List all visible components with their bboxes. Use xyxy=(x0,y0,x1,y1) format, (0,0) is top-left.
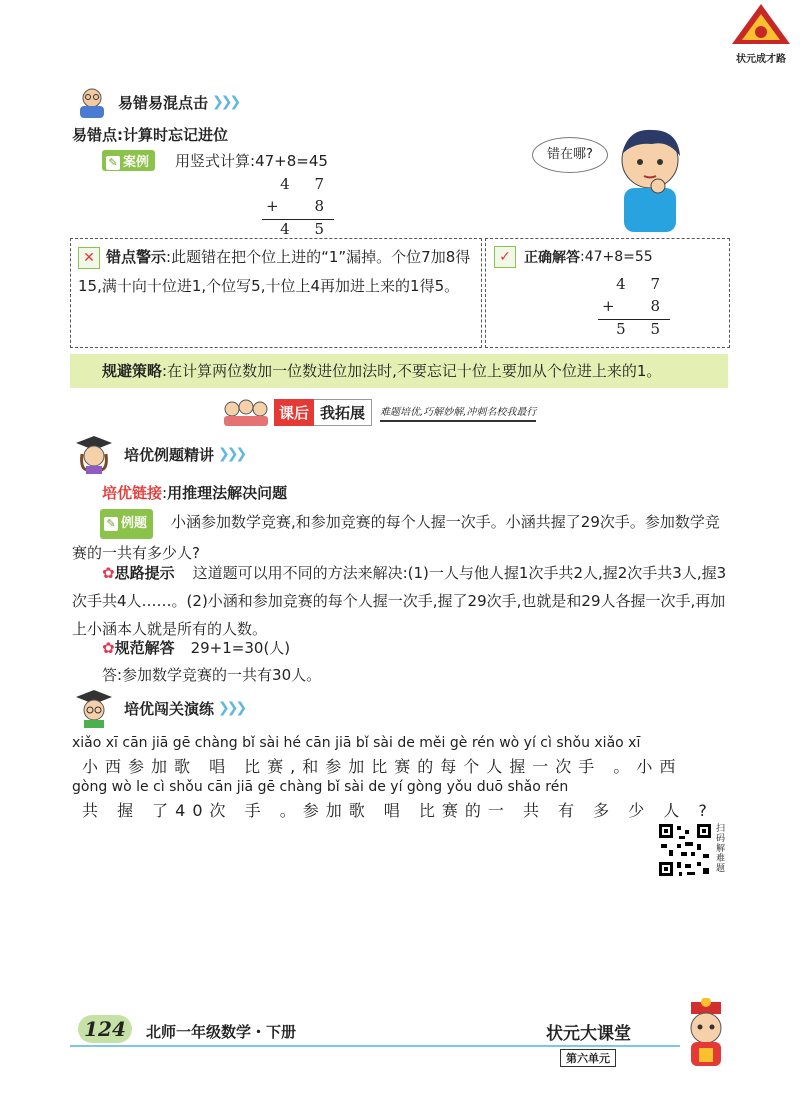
hint-label: 思路提示 xyxy=(114,564,175,582)
after-class-banner xyxy=(220,397,536,427)
correct-header: ✓ 正确解答 : 47+8=55 xyxy=(494,246,653,268)
wrong-calc-plus: + xyxy=(266,197,289,215)
case-row xyxy=(102,150,328,171)
wrong-calc-result: 4 5 xyxy=(280,220,334,238)
warning-paragraph: ✕ 错点警示:此题错在把个位上进的“1”漏掉。个位7加8得15,满十向十位进1,个位写5,十位上4再加进上来的1得5。 xyxy=(78,248,471,295)
chevron-right-icon: ❯❯❯ xyxy=(218,446,245,462)
error-point-text: 计算时忘记进位 xyxy=(123,126,229,144)
check-icon: ✓ xyxy=(494,246,516,268)
section3-header xyxy=(72,688,244,728)
correct-calc-mid: 8 xyxy=(650,297,670,315)
case-tag-label: 案例 xyxy=(123,155,150,170)
close-x-icon: ✕ xyxy=(78,247,100,269)
book-title: 北师一年级数学・下册 xyxy=(146,1023,297,1041)
scholar-mascot-icon xyxy=(675,998,737,1072)
correct-calc-top: 4 7 xyxy=(616,275,670,293)
strategy-text: 在计算两位数加一位数进位加法时,不要忘记十位上要加从个位进上来的1。 xyxy=(167,362,662,380)
answer-row xyxy=(102,634,290,662)
qr-code-icon[interactable] xyxy=(657,822,713,878)
unit-label: 第六单元 xyxy=(560,1049,616,1067)
pencil-icon: ✎ xyxy=(106,156,120,170)
answer-text: 答:参加数学竞赛的一共有30人。 xyxy=(102,666,322,684)
graduate-girl-icon xyxy=(72,434,116,474)
kids-group-icon xyxy=(220,397,270,427)
section2-title: 培优例题精讲 xyxy=(124,445,215,464)
series-name: 状元大课堂 xyxy=(546,1024,631,1044)
answer-equation: 29+1=30(人) xyxy=(190,639,291,657)
logo-triangle-icon xyxy=(726,0,796,48)
link-label: 培优链接 xyxy=(102,484,163,502)
teacher-mascot-icon xyxy=(70,86,114,118)
thought-bubble xyxy=(532,137,608,173)
hint-paragraph xyxy=(72,559,732,643)
chevron-right-icon: ❯❯❯ xyxy=(218,700,245,716)
pencil-icon: ✎ xyxy=(104,517,118,531)
wrong-calc-top: 4 7 xyxy=(280,175,334,193)
example-tag-label: 例题 xyxy=(121,516,148,531)
footer-rule xyxy=(70,1045,680,1047)
link-row: 培优链接:用推理法解决问题 xyxy=(102,484,288,502)
pinyin-line-2: gòng wò le cì shǒu cān jiā gē chàng bǐ sài de yí gòng yǒu duō shǎo rén xyxy=(72,779,569,795)
wrong-calc-mid-row xyxy=(262,197,334,219)
section1-header xyxy=(70,86,238,118)
section1-title: 易错易混点击 xyxy=(118,93,209,112)
brand-logo xyxy=(726,0,796,66)
example-text: 小涵参加数学竞赛,和参加竞赛的每个人握一次手。小涵共握了29次手。参加数学竞赛的一共有多少人? xyxy=(72,513,720,562)
section2-header xyxy=(72,434,244,474)
wrong-calc-mid: 8 xyxy=(314,197,334,215)
page-number: 124 xyxy=(78,1015,132,1043)
warning-text: 此题错在把个位上进的“1”漏掉。个位7加8得15,满十向十位进1,个位写5,十位上4再加进上来的1得5。 xyxy=(78,248,471,295)
case-tag xyxy=(102,150,155,171)
qr-label: 扫码解难题 xyxy=(716,824,726,874)
thought-bubble-text: 错在哪? xyxy=(547,147,593,162)
correct-vertical-calc xyxy=(598,275,670,342)
case-text: 用竖式计算:47+8=45 xyxy=(175,152,328,170)
correct-calc-mid-row xyxy=(598,297,670,319)
answer-label: 规范解答 xyxy=(114,639,175,657)
pinyin-line-1: xiǎo xī cān jiā gē chàng bǐ sài hé cān jiā bǐ sài de měi gè rén wò yí cì shǒu xiǎo xī xyxy=(72,735,641,751)
example-tag xyxy=(100,509,153,539)
correct-equation: 47+8=55 xyxy=(584,249,653,265)
flower-icon: ✿ xyxy=(102,564,115,582)
section3-title: 培优闯关演练 xyxy=(124,699,215,718)
strategy-bar: 规避策略:在计算两位数加一位数进位加法时,不要忘记十位上要加从个位进上来的1。 xyxy=(70,354,728,388)
thinking-boy-icon xyxy=(608,122,692,234)
error-point: 易错点:计算时忘记进位 xyxy=(72,126,229,144)
logo-text: 状元成才路 xyxy=(736,54,786,65)
link-text: 用推理法解决问题 xyxy=(167,484,288,502)
banner-tag: 课后 xyxy=(274,399,314,426)
chevron-right-icon: ❯❯❯ xyxy=(212,94,239,110)
correct-title: 正确解答 xyxy=(524,250,580,266)
banner-motto: 难题培优,巧解妙解,冲刺名校我最行 xyxy=(380,403,536,422)
hint-text: 这道题可以用不同的方法来解决:(1)一人与他人握1次手共2人,握2次手共3人,握3次手共4人……。(2)小涵和参加竞赛的每个人握一次手,握了29次手,也就是和29人各握一次手,再加上小涵本人就是所有的人数。 xyxy=(72,564,727,638)
correct-calc-plus: + xyxy=(602,297,625,315)
warning-title: 错点警示 xyxy=(106,248,167,266)
banner-title: 我拓展 xyxy=(314,399,372,426)
warning-content xyxy=(78,243,478,301)
correct-calc-result: 5 5 xyxy=(616,320,670,338)
wrong-vertical-calc xyxy=(262,175,334,242)
strategy-label: 规避策略 xyxy=(102,362,163,380)
graduate-boy-icon xyxy=(72,688,116,728)
error-point-label: 易错点 xyxy=(72,126,118,144)
hanzi-line-1: 小西参加歌 唱 比赛,和参加比赛的每个人握一次手 。小西 xyxy=(82,757,683,776)
flower-icon: ✿ xyxy=(102,639,115,657)
hanzi-line-2: 共 握 了40次 手 。参加歌 唱 比赛的一 共 有 多 少 人 ? xyxy=(82,801,714,820)
